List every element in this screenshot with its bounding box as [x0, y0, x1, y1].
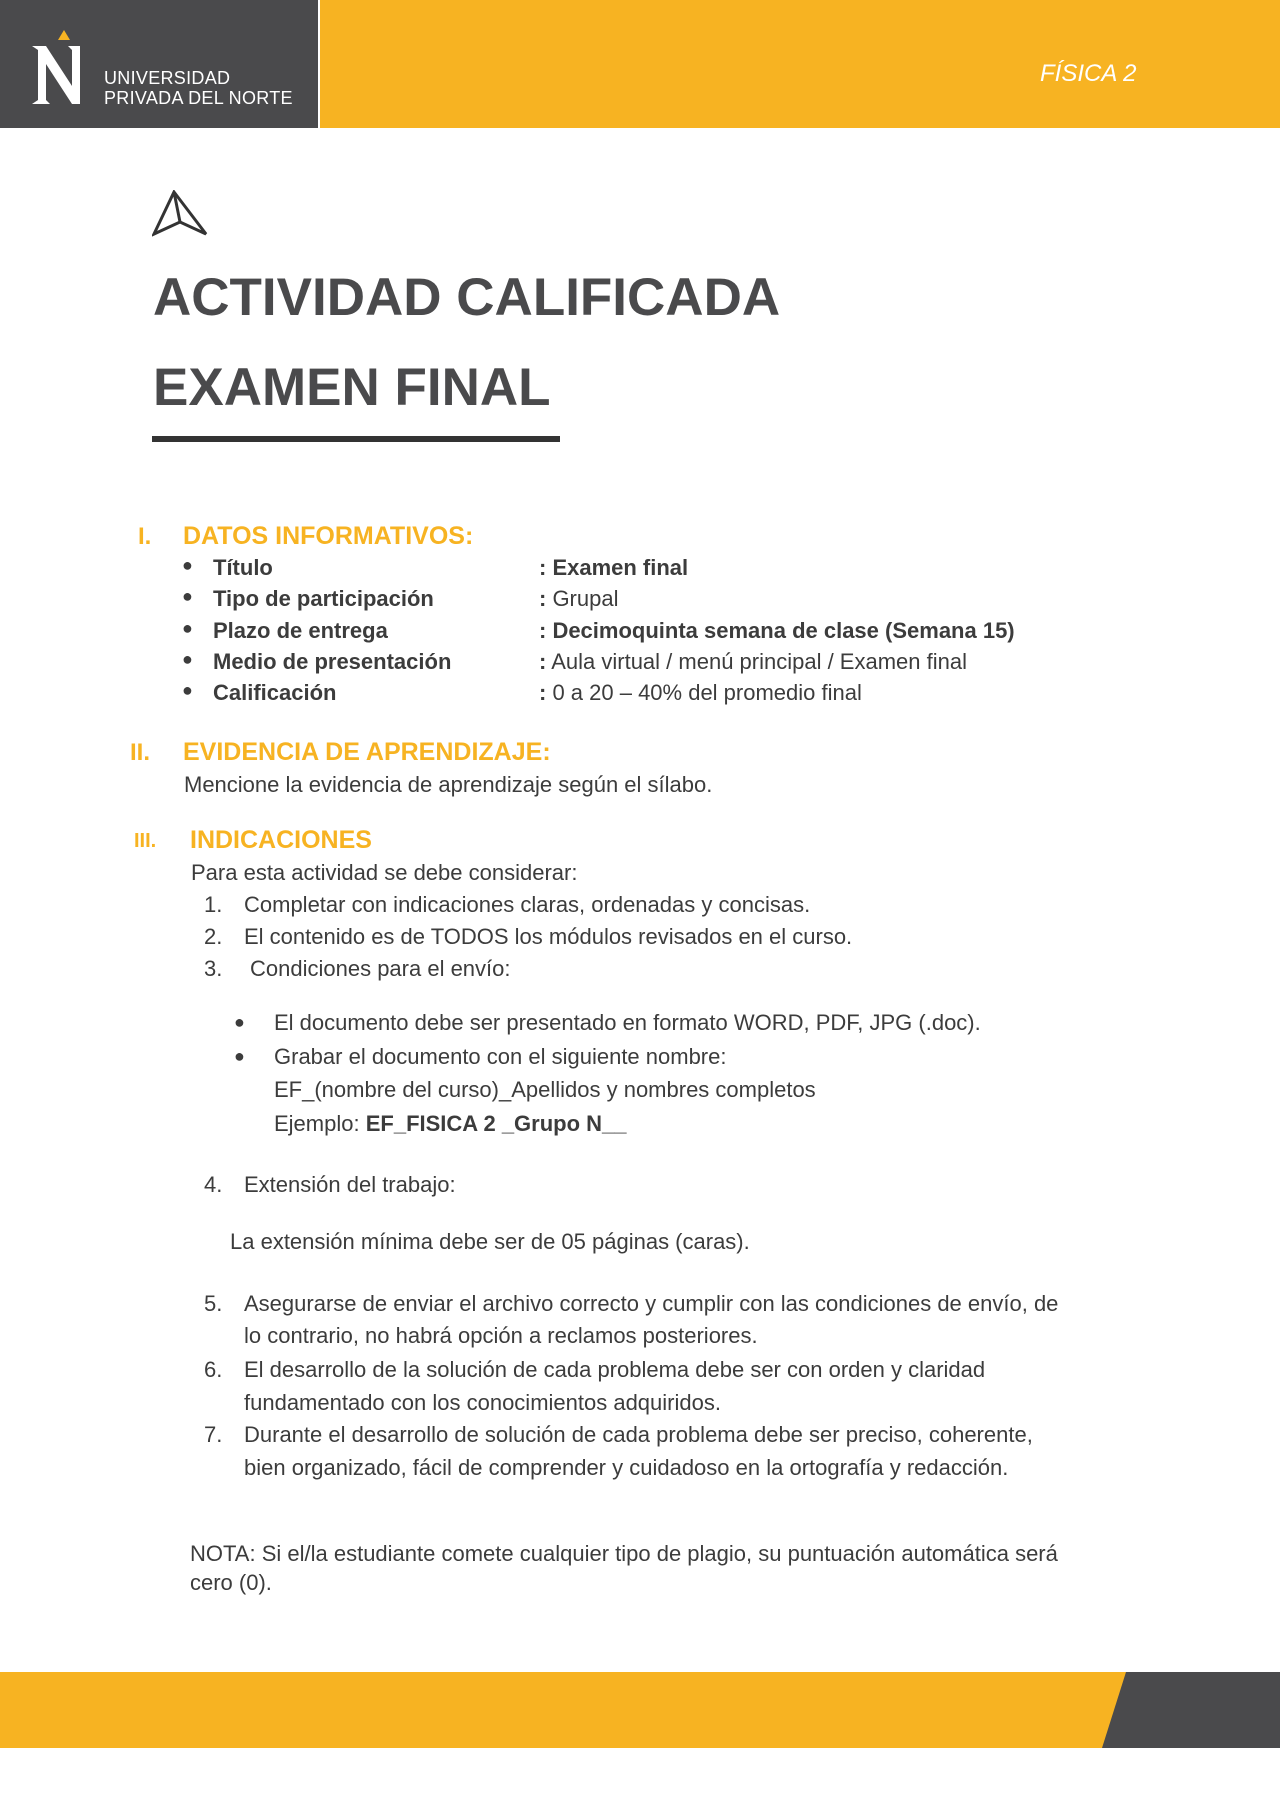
section-1-heading: DATOS INFORMATIVOS: — [183, 522, 474, 550]
sublist-item-1: El documento debe ser presentado en formato WORD, PDF, JPG (.doc). — [274, 1010, 981, 1035]
list-number: 6. — [204, 1357, 223, 1382]
note-line-1: NOTA: Si el/la estudiante comete cualquier tipo de plagio, su puntuación automática será — [190, 1541, 1058, 1566]
list-number: 2. — [204, 924, 223, 949]
section-2-heading: EVIDENCIA DE APRENDIZAJE: — [183, 738, 551, 766]
info-value-wrap — [539, 586, 618, 612]
footer-bar — [0, 1672, 1280, 1748]
info-value: Grupal — [546, 586, 619, 611]
section-1-number: I. — [138, 523, 152, 550]
list-number: 7. — [204, 1422, 223, 1447]
note-line-2: cero (0). — [190, 1570, 272, 1595]
sublist-item-2-line-1: Grabar el documento con el siguiente nombre: — [274, 1044, 727, 1069]
info-value-colon: : — [539, 649, 547, 674]
bullet-icon: ● — [234, 1012, 245, 1032]
logo-text — [104, 68, 293, 108]
bullet-icon: ● — [182, 618, 193, 638]
list-item-7-line-2: bien organizado, fácil de comprender y cuidadoso en la ortografía y redacción. — [244, 1455, 1009, 1480]
info-row-grade — [182, 680, 1082, 710]
info-value-wrap — [539, 649, 967, 675]
info-value: 0 a 20 – 40% del promedio final — [546, 680, 862, 705]
info-row-deadline — [182, 618, 1082, 648]
info-label: Título — [213, 555, 273, 580]
list-item-6-line-1: El desarrollo de la solución de cada problema debe ser con orden y claridad — [244, 1357, 986, 1382]
sublist-item-2-line-2: EF_(nombre del curso)_Apellidos y nombres completos — [274, 1077, 816, 1102]
info-value-colon: : — [539, 680, 547, 705]
info-value: : Decimoquinta semana de clase (Semana 15) — [539, 618, 1015, 643]
section-2-number: II. — [130, 739, 151, 766]
bullet-icon: ● — [234, 1046, 245, 1066]
bullet-icon: ● — [182, 649, 193, 669]
bullet-icon: ● — [182, 680, 193, 700]
title-underline — [152, 436, 560, 442]
info-label: Calificación — [213, 680, 337, 705]
info-row-participation — [182, 586, 1082, 616]
info-row-medium — [182, 649, 1082, 679]
example-prefix: Ejemplo: — [274, 1111, 366, 1136]
info-label: Plazo de entrega — [213, 618, 388, 643]
section-3-intro: Para esta actividad se debe considerar: — [191, 860, 578, 885]
info-label: Medio de presentación — [213, 649, 452, 674]
list-item-2: El contenido es de TODOS los módulos revisados en el curso. — [244, 924, 853, 949]
list-number: 3. — [204, 956, 223, 981]
section-3-number: III. — [134, 830, 157, 852]
section-2-text: Mencione la evidencia de aprendizaje según el sílabo. — [184, 772, 713, 797]
logo-line-1: UNIVERSIDAD — [104, 68, 231, 88]
list-item-6-line-2: fundamentado con los conocimientos adquiridos. — [244, 1390, 721, 1415]
list-item-4-text: La extensión mínima debe ser de 05 páginas (caras). — [230, 1229, 750, 1254]
list-item-3: Condiciones para el envío: — [250, 956, 511, 981]
info-row-title — [182, 555, 1082, 585]
course-name: FÍSICA 2 — [1040, 60, 1137, 87]
page-title-line-1: ACTIVIDAD CALIFICADA — [153, 268, 781, 327]
logo-line-2: PRIVADA DEL NORTE — [104, 88, 293, 108]
list-number: 1. — [204, 892, 223, 917]
info-value: : Examen final — [539, 555, 689, 580]
list-item-5-line-1: Asegurarse de enviar el archivo correcto y cumplir con las condiciones de envío, de — [244, 1291, 1059, 1316]
info-value-wrap — [539, 680, 862, 706]
info-value-colon: : — [539, 586, 547, 611]
list-item-7-line-1: Durante el desarrollo de solución de cada problema debe ser preciso, coherente, — [244, 1422, 1033, 1447]
bullet-icon: ● — [182, 586, 193, 606]
list-number: 5. — [204, 1291, 223, 1316]
bullet-icon: ● — [182, 555, 193, 575]
header-logo-block — [0, 0, 318, 128]
info-label: Tipo de participación — [213, 586, 434, 611]
list-item-4: Extensión del trabajo: — [244, 1172, 456, 1197]
footer-dark-corner — [1102, 1672, 1280, 1748]
list-item-1: Completar con indicaciones claras, ordenadas y concisas. — [244, 892, 811, 917]
list-number: 4. — [204, 1172, 223, 1197]
university-logo-icon — [28, 30, 96, 106]
list-item-5-line-2: lo contrario, no habrá opción a reclamos posteriores. — [244, 1323, 758, 1348]
example-filename: EF_FISICA 2 _Grupo N__ — [365, 1111, 627, 1136]
sublist-item-2-line-3 — [274, 1111, 627, 1137]
info-value: Aula virtual / menú principal / Examen final — [546, 649, 967, 674]
page-title-line-2: EXAMEN FINAL — [153, 358, 551, 417]
navigation-arrow-icon — [152, 190, 208, 238]
section-3-heading: INDICACIONES — [190, 826, 372, 854]
